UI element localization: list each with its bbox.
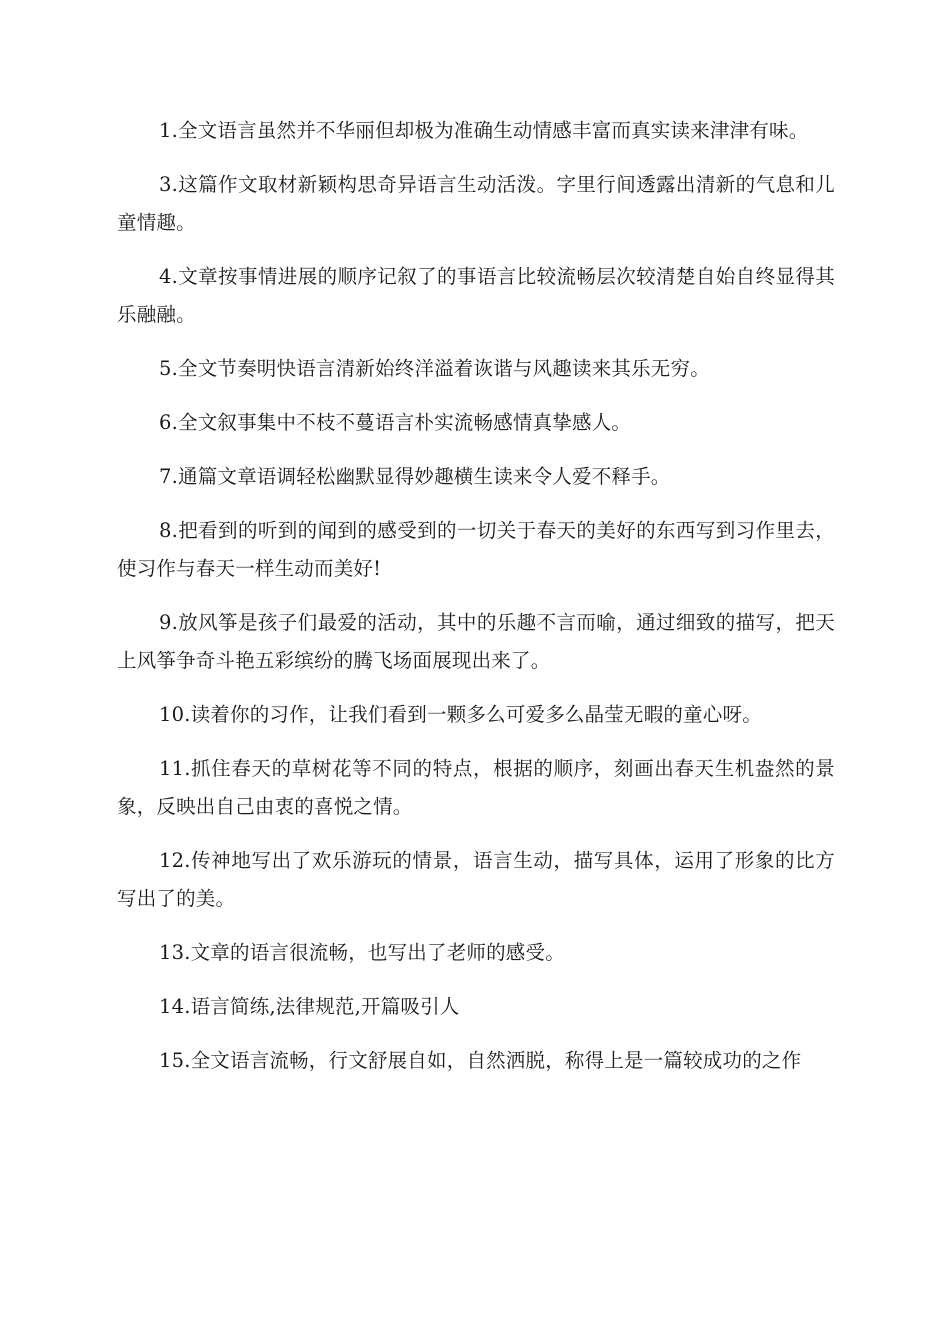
paragraph-1: 1.全文语言虽然并不华丽但却极为准确生动情感丰富而真实读来津津有味。 bbox=[159, 119, 809, 142]
paragraph-14: 14.语言简练,法律规范,开篇吸引人 bbox=[159, 995, 460, 1018]
paragraph-3: 3.这篇作文取材新颖构思奇异语言生动活泼。字里行间透露出清新的气息和儿童情趣。 bbox=[117, 173, 835, 234]
paragraph-9: 9.放风筝是孩子们最爱的活动，其中的乐趣不言而喻，通过细致的描写，把天上风筝争奇斗艳五彩缤纷的腾飞场面展现出来了。 bbox=[117, 611, 835, 672]
paragraph-7: 7.通篇文章语调轻松幽默显得妙趣横生读来令人爱不释手。 bbox=[159, 465, 671, 488]
paragraph-15: 15.全文语言流畅，行文舒展自如，自然洒脱，称得上是一篇较成功的之作 bbox=[159, 1049, 802, 1072]
paragraph-13: 13.文章的语言很流畅，也写出了老师的感受。 bbox=[159, 941, 565, 964]
paragraph-11: 11.抓住春天的草树花等不同的特点，根据的顺序，刻画出春天生机盎然的景象，反映出自己由衷的喜悦之情。 bbox=[117, 757, 835, 818]
paragraph-8: 8.把看到的听到的闻到的感受到的一切关于春天的美好的东西写到习作里去，使习作与春天一样生动而美好! bbox=[117, 519, 835, 580]
document-body bbox=[117, 112, 835, 1096]
paragraph-5: 5.全文节奏明快语言清新始终洋溢着诙谐与风趣读来其乐无穷。 bbox=[159, 357, 710, 380]
paragraph-6: 6.全文叙事集中不枝不蔓语言朴实流畅感情真挚感人。 bbox=[159, 411, 632, 434]
paragraph-4: 4.文章按事情进展的顺序记叙了的事语言比较流畅层次较清楚自始自终显得其乐融融。 bbox=[117, 265, 835, 326]
paragraph-12: 12.传神地写出了欢乐游玩的情景，语言生动，描写具体，运用了形象的比方写出了的美。 bbox=[117, 849, 835, 910]
paragraph-10: 10.读着你的习作，让我们看到一颗多么可爱多么晶莹无暇的童心呀。 bbox=[159, 703, 762, 726]
